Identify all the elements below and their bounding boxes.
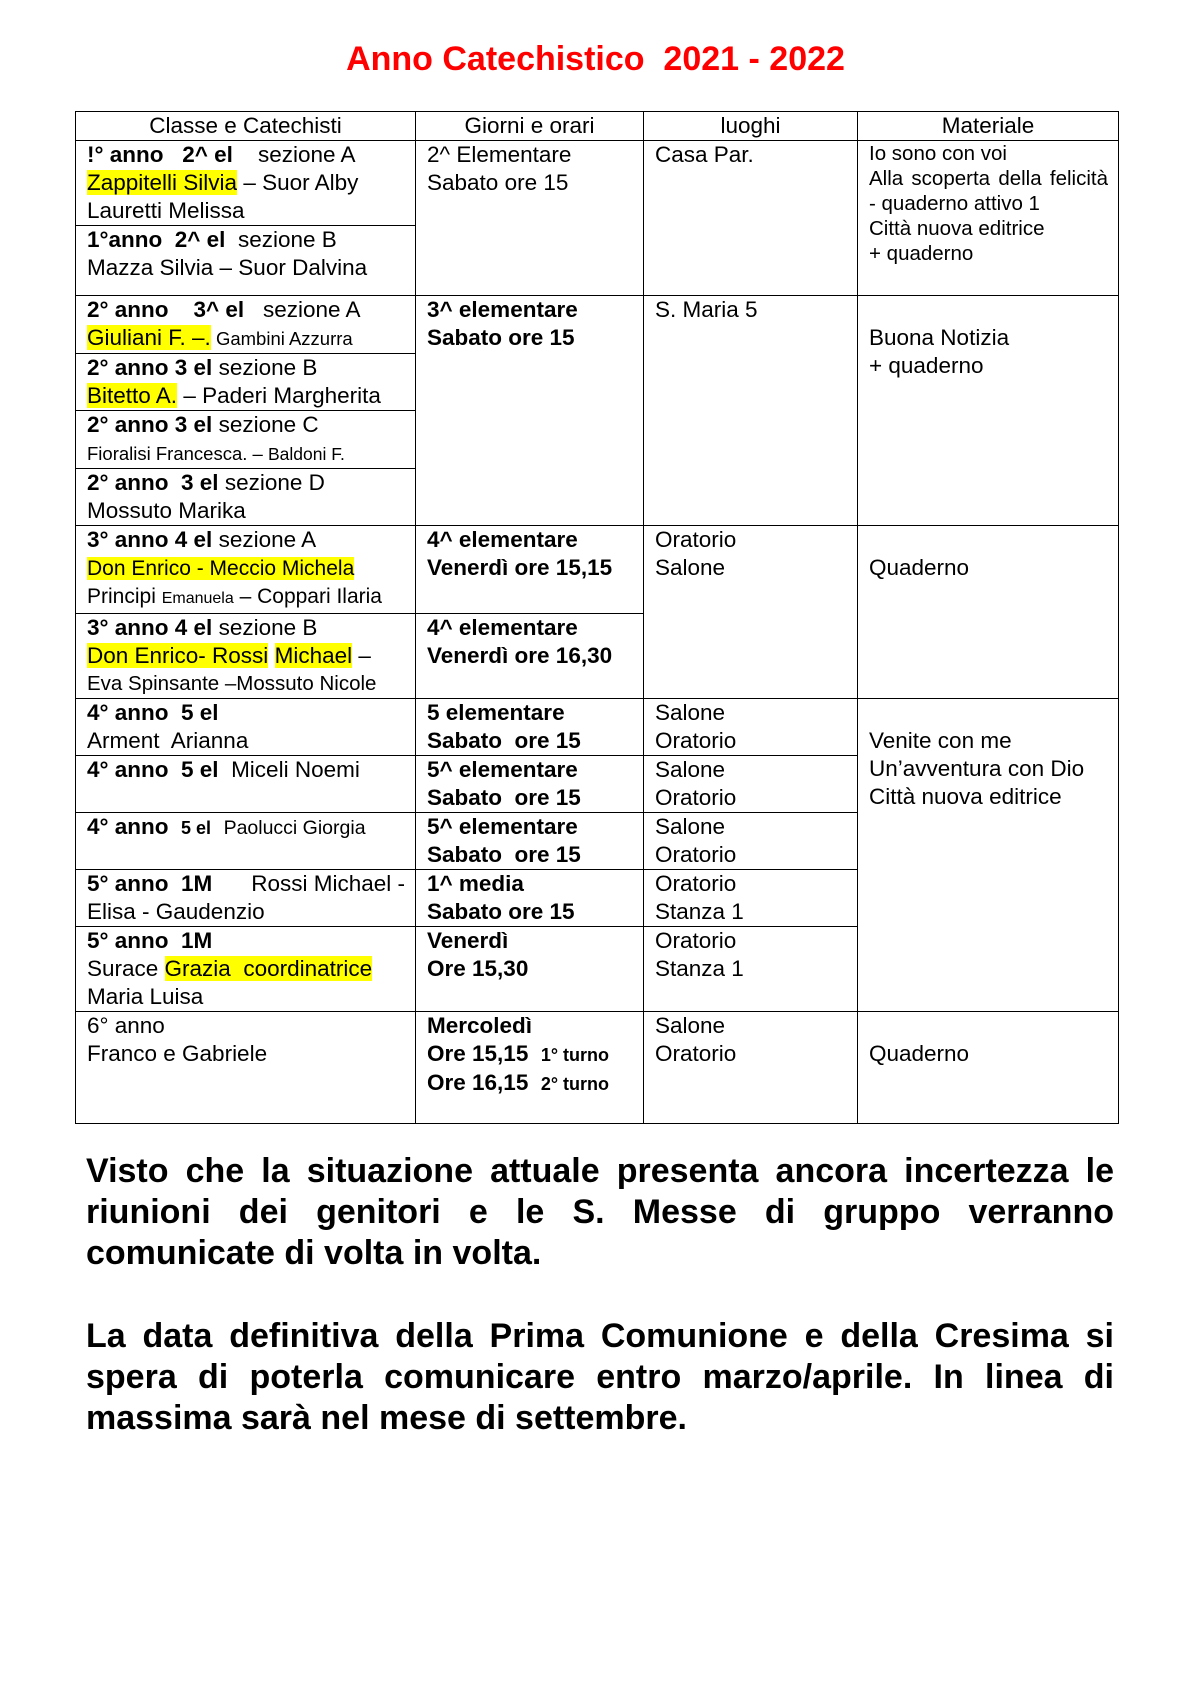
place-cell: Oratorio Salone (644, 526, 858, 699)
header-giorni: Giorni e orari (416, 112, 644, 141)
class-cell: 2° anno 3 el sezione B Bitetto A. – Paderi Margherita (76, 354, 416, 411)
schedule-cell: Mercoledì Ore 15,15 1° turno Ore 16,15 2° turno (416, 1012, 644, 1124)
note-paragraph: Visto che la situazione attuale presenta ancora incertezza le riunioni dei genitori e le S. Messe di gruppo verranno comunicate di volta in volta. (86, 1152, 1114, 1272)
class-cell: 3° anno 4 el sezione B Don Enrico- Rossi Michael – Eva Spinsante –Mossuto Nicole (76, 614, 416, 699)
table-row (76, 526, 1119, 614)
place-cell: Salone Oratorio (644, 699, 858, 756)
material-cell: Io sono con voi Alla scoperta della felicità - quaderno attivo 1 Città nuova editrice + quaderno (858, 141, 1119, 296)
place-cell: Salone Oratorio (644, 756, 858, 813)
place-cell: S. Maria 5 (644, 296, 858, 526)
header-classe: Classe e Catechisti (76, 112, 416, 141)
schedule-cell: 3^ elementare Sabato ore 15 (416, 296, 644, 526)
schedule-cell: 4^ elementare Venerdì ore 16,30 (416, 614, 644, 699)
material-cell: Quaderno (858, 526, 1119, 699)
class-cell: 2° anno 3 el sezione D Mossuto Marika (76, 469, 416, 526)
schedule-table (75, 111, 1119, 1124)
schedule-cell: 4^ elementare Venerdì ore 15,15 (416, 526, 644, 614)
table-row (76, 296, 1119, 354)
note-paragraph: La data definitiva della Prima Comunione e della Cresima si spera di poterla comunicare entro marzo/aprile. In linea di massima sarà nel mese di settembre. (86, 1317, 1114, 1437)
class-cell: 2° anno 3^ el sezione A Giuliani F. –. Gambini Azzurra (76, 296, 416, 354)
place-cell: Salone Oratorio (644, 813, 858, 870)
class-cell: 2° anno 3 el sezione C Fioralisi Francesca. – Baldoni F. (76, 411, 416, 469)
material-cell: Quaderno (858, 1012, 1119, 1124)
table-row (76, 699, 1119, 756)
class-cell: 5° anno 1M Surace Grazia coordinatrice Maria Luisa (76, 927, 416, 1012)
class-cell: 5° anno 1M Rossi Michael - Elisa - Gaudenzio (76, 870, 416, 927)
class-cell: 1°anno 2^ el sezione B Mazza Silvia – Suor Dalvina (76, 226, 416, 296)
class-cell: 6° anno Franco e Gabriele (76, 1012, 416, 1124)
header-row (76, 112, 1119, 141)
class-cell: 4° anno 5 el Arment Arianna (76, 699, 416, 756)
place-cell: Oratorio Stanza 1 (644, 870, 858, 927)
class-cell: 3° anno 4 el sezione A Don Enrico - Meccio Michela Principi Emanuela – Coppari Ilaria (76, 526, 416, 614)
header-materiale: Materiale (858, 112, 1119, 141)
place-cell: Casa Par. (644, 141, 858, 296)
schedule-cell: 5 elementare Sabato ore 15 (416, 699, 644, 756)
header-luoghi: luoghi (644, 112, 858, 141)
material-cell: Venite con me Un’avventura con Dio Città nuova editrice (858, 699, 1119, 1012)
material-cell: Buona Notizia + quaderno (858, 296, 1119, 526)
place-cell: Salone Oratorio (644, 1012, 858, 1124)
schedule-cell: 5^ elementare Sabato ore 15 (416, 813, 644, 870)
class-cell: !° anno 2^ el sezione A Zappitelli Silvia – Suor Alby Lauretti Melissa (76, 141, 416, 226)
schedule-cell: 1^ media Sabato ore 15 (416, 870, 644, 927)
schedule-cell: 2^ Elementare Sabato ore 15 (416, 141, 644, 296)
class-cell: 4° anno 5 el Paolucci Giorgia (76, 813, 416, 870)
place-cell: Oratorio Stanza 1 (644, 927, 858, 1012)
class-cell: 4° anno 5 el Miceli Noemi (76, 756, 416, 813)
table-row (76, 1012, 1119, 1124)
page-title: Anno Catechistico 2021 - 2022 (346, 40, 845, 78)
table-row (76, 141, 1119, 226)
schedule-cell: Venerdì Ore 15,30 (416, 927, 644, 1012)
schedule-cell: 5^ elementare Sabato ore 15 (416, 756, 644, 813)
